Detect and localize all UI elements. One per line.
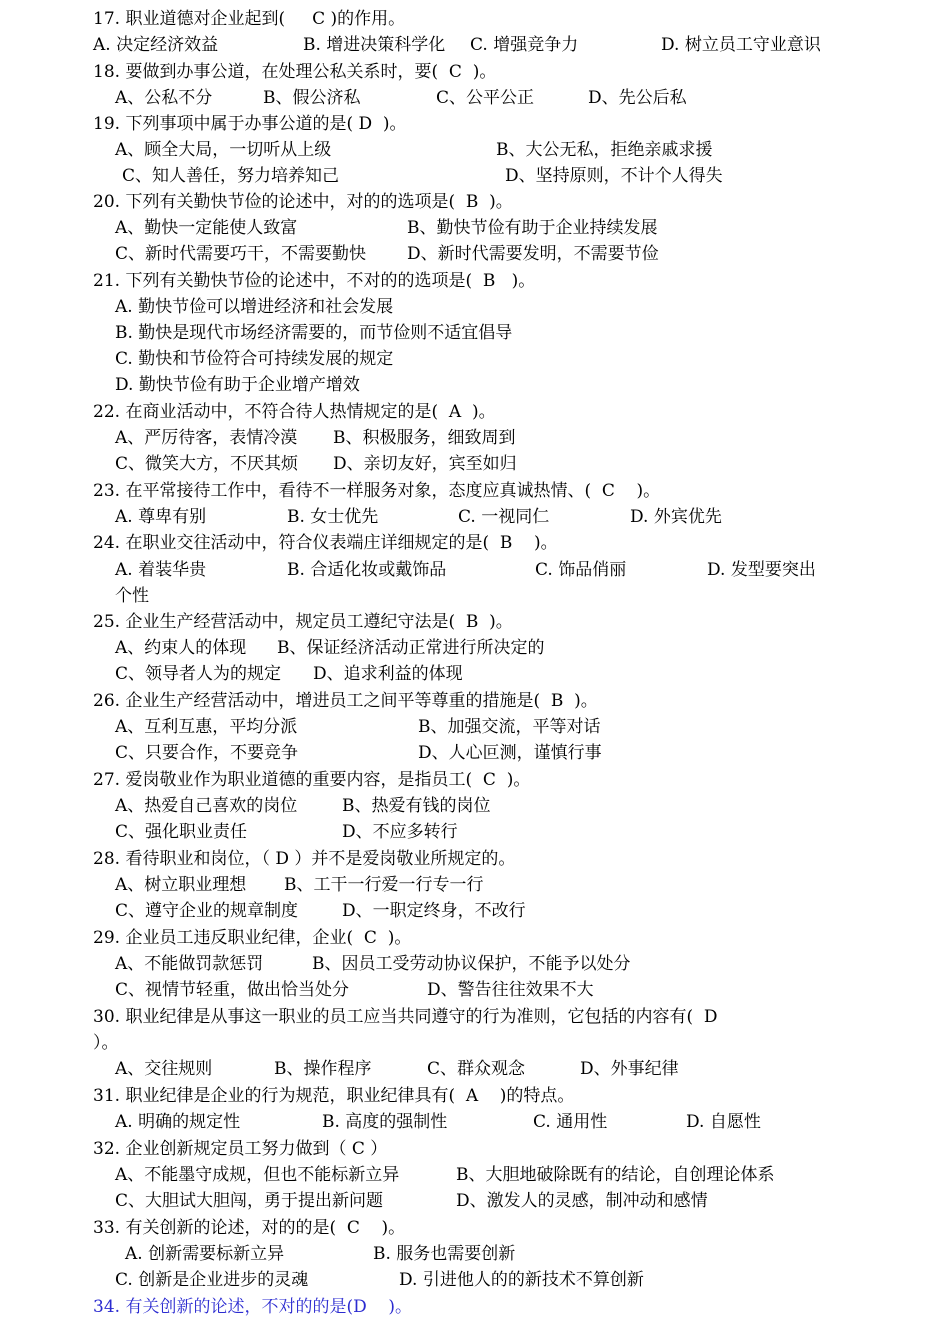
option-b: B. 高度的强制性 (322, 1112, 448, 1132)
option-b: B、热爱有钱的岗位 (342, 796, 491, 816)
option-c: C、微笑大方，不厌其烦 (115, 454, 299, 474)
option-b: B. 勤快是现代市场经济需要的，而节俭则不适宜倡导 (115, 323, 513, 343)
option-b: B、保证经济活动正常进行所决定的 (277, 638, 545, 658)
option-a: A、交往规则 (115, 1059, 213, 1079)
option-c: C. 一视同仁 (458, 507, 550, 527)
option-d: D. 引进他人的的新技术不算创新 (399, 1270, 644, 1290)
option-a: A、不能墨守成规，但也不能标新立异 (115, 1165, 400, 1185)
option-c: C. 勤快和节俭符合可持续发展的规定 (115, 349, 394, 369)
question-27: 27. 爱岗敬业作为职业道德的重要内容，是指员工( C )。 (93, 770, 531, 790)
question-21: 21. 下列有关勤快节俭的论述中，不对的的选项是( B )。 (93, 271, 536, 291)
option-b: B、工干一行爱一行专一行 (284, 875, 484, 895)
option-b: B. 增进决策科学化 (303, 35, 446, 55)
question-30-continued: ）。 (93, 1033, 119, 1053)
question-26: 26. 企业生产经营活动中，增进员工之间平等尊重的措施是( B )。 (93, 691, 598, 711)
option-a: A、互利互惠，平均分派 (115, 717, 298, 737)
option-b: B、积极服务，细致周到 (333, 428, 516, 448)
option-d: D、一职定终身，不改行 (342, 901, 526, 921)
option-d: D. 外宾优先 (630, 507, 722, 527)
question-22: 22. 在商业活动中，不符合待人热情规定的是( A )。 (93, 402, 496, 422)
option-b: B、加强交流，平等对话 (418, 717, 601, 737)
option-b: B、大公无私，拒绝亲戚求援 (496, 140, 713, 160)
option-d: D、外事纪律 (580, 1059, 679, 1079)
option-c: C. 通用性 (533, 1112, 608, 1132)
option-a: A、顾全大局，一切听从上级 (115, 140, 332, 160)
option-b: B、大胆地破除既有的结论，自创理论体系 (456, 1165, 775, 1185)
option-a: A、公私不分 (115, 88, 213, 108)
option-d: D、警告往往效果不大 (427, 980, 594, 1000)
option-a: A、勤快一定能使人致富 (115, 218, 298, 238)
option-b: B、勤快节俭有助于企业持续发展 (407, 218, 658, 238)
option-b: B. 合适化妆或戴饰品 (287, 560, 447, 580)
option-b: B、因员工受劳动协议保护，不能予以处分 (312, 954, 631, 974)
option-c: C. 创新是企业进步的灵魂 (115, 1270, 309, 1290)
option-b: B、操作程序 (274, 1059, 372, 1079)
option-d: D、亲切友好，宾至如归 (333, 454, 517, 474)
question-28: 28. 看待职业和岗位，（ D ）并不是爱岗敬业所规定的。 (93, 849, 516, 869)
option-d: D、人心叵测，谨慎行事 (418, 743, 602, 763)
option-d: D、新时代需要发明，不需要节俭 (407, 244, 659, 264)
option-c: C. 饰品俏丽 (535, 560, 627, 580)
option-a: A. 尊卑有别 (115, 507, 207, 527)
option-c: C、群众观念 (427, 1059, 526, 1079)
option-c: C、公平公正 (436, 88, 535, 108)
option-c: C、遵守企业的规章制度 (115, 901, 299, 921)
question-17: 17. 职业道德对企业起到( C )的作用。 (93, 9, 406, 29)
question-29: 29. 企业员工违反职业纪律，企业( C )。 (93, 928, 412, 948)
question-31: 31. 职业纪律是企业的行为规范，职业纪律具有( A )的特点。 (93, 1086, 575, 1106)
option-c: C. 增强竞争力 (470, 35, 579, 55)
option-d: D、先公后私 (588, 88, 687, 108)
option-d-continued: 个性 (115, 586, 149, 606)
question-33: 33. 有关创新的论述，对的的是( C )。 (93, 1218, 406, 1238)
question-32: 32. 企业创新规定员工努力做到（ C ） (93, 1139, 388, 1159)
option-a: A. 创新需要标新立异 (125, 1244, 285, 1264)
question-30: 30. 职业纪律是从事这一职业的员工应当共同遵守的行为准则，它包括的内容有( D (93, 1007, 718, 1027)
option-a: A. 勤快节俭可以增进经济和社会发展 (115, 297, 394, 317)
option-c: C、只要合作，不要竞争 (115, 743, 299, 763)
option-d: D. 自愿性 (686, 1112, 761, 1132)
option-d: D、坚持原则，不计个人得失 (505, 166, 723, 186)
option-a: A、约束人的体现 (115, 638, 247, 658)
question-20: 20. 下列有关勤快节俭的论述中，对的的选项是( B )。 (93, 192, 513, 212)
question-19: 19. 下列事项中属于办事公道的是( D )。 (93, 114, 407, 134)
option-a: A、树立职业理想 (115, 875, 247, 895)
option-d: D. 发型要突出 (707, 560, 816, 580)
option-d: D. 树立员工守业意识 (661, 35, 821, 55)
option-c: C、大胆试大胆闯，勇于提出新问题 (115, 1191, 384, 1211)
option-a: A. 着装华贵 (115, 560, 207, 580)
option-a: A、不能做罚款惩罚 (115, 954, 264, 974)
question-25: 25. 企业生产经营活动中，规定员工遵纪守法是( B )。 (93, 612, 513, 632)
option-c: C、领导者人为的规定 (115, 664, 282, 684)
option-b: B、假公济私 (263, 88, 361, 108)
option-d: D. 勤快节俭有助于企业增产增效 (115, 375, 360, 395)
option-a: A. 决定经济效益 (93, 35, 219, 55)
option-a: A. 明确的规定性 (115, 1112, 241, 1132)
question-34: 34. 有关创新的论述，不对的的是(D )。 (93, 1297, 412, 1317)
option-c: C、视情节轻重，做出恰当处分 (115, 980, 350, 1000)
option-b: B. 服务也需要创新 (373, 1244, 516, 1264)
option-c: C、新时代需要巧干，不需要勤快 (115, 244, 367, 264)
option-d: D、追求利益的体现 (313, 664, 463, 684)
question-24: 24. 在职业交往活动中，符合仪表端庄详细规定的是( B )。 (93, 533, 558, 553)
option-d: D、不应多转行 (342, 822, 458, 842)
question-18: 18. 要做到办事公道，在处理公私关系时，要( C )。 (93, 62, 497, 82)
option-b: B. 女士优先 (287, 507, 379, 527)
question-23: 23. 在平常接待工作中，看待不一样服务对象，态度应真诚热情、( C )。 (93, 481, 661, 501)
option-d: D、激发人的灵感，制冲动和感情 (456, 1191, 708, 1211)
option-a: A、严厉待客，表情冷漠 (115, 428, 298, 448)
option-c: C、强化职业责任 (115, 822, 248, 842)
option-a: A、热爱自己喜欢的岗位 (115, 796, 298, 816)
option-c: C、知人善任，努力培养知己 (122, 166, 340, 186)
